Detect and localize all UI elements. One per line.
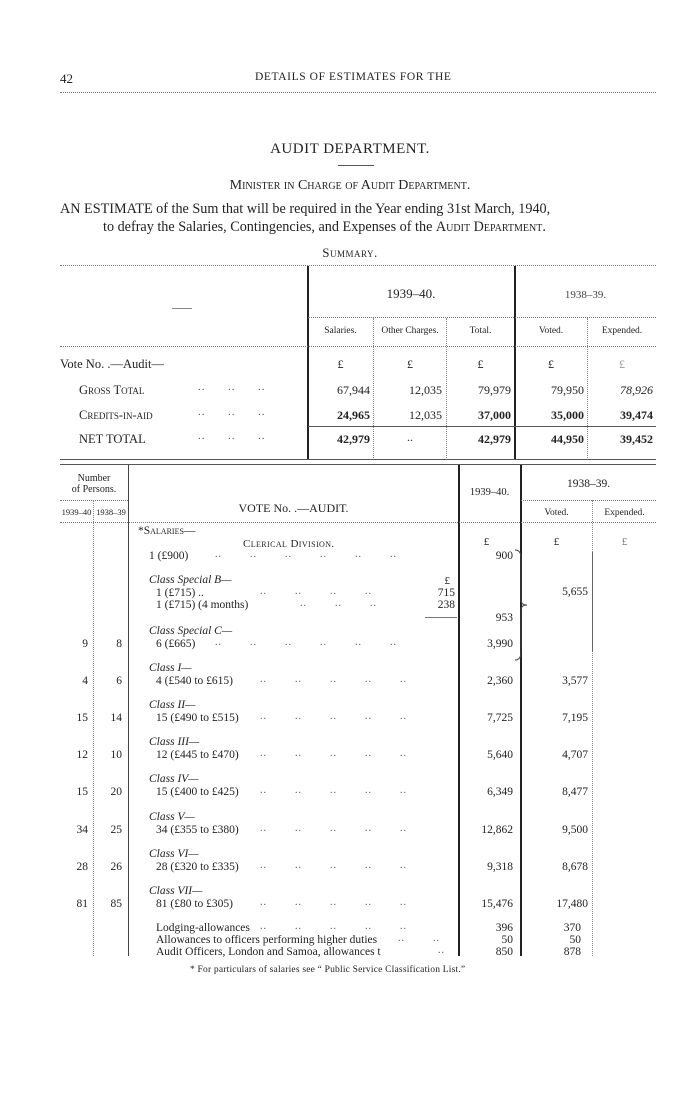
summary-currency-total: £ [477, 357, 484, 371]
summary-bottom-rule [60, 459, 656, 460]
summary-heading: Summary. [322, 245, 378, 260]
special-c-line: 6 (£665) [156, 638, 196, 650]
class-persons-1939: 4 [82, 675, 88, 687]
class-amount: 12,862 [481, 824, 513, 836]
footnote: * For particulars of salaries see “ Public Service Classification List.” [190, 965, 466, 975]
class-desc: 12 (£445 to £470) [156, 749, 239, 761]
class-amount: 2,360 [487, 675, 513, 687]
leader-dots: .. .. [398, 933, 440, 944]
class-heading: Class II— [149, 699, 196, 711]
summary-expended: 39,452 [620, 432, 653, 446]
summary-year-previous: 1938–39. [564, 289, 607, 301]
class-persons-1938: 20 [110, 786, 122, 798]
class-voted: 3,577 [562, 675, 588, 687]
header-rule [60, 92, 656, 93]
summary-total: 42,979 [478, 432, 511, 446]
leader-dots: .. .. .. [300, 598, 377, 609]
summary-salaries: 67,944 [337, 383, 370, 397]
class-amount: 9,318 [487, 861, 513, 873]
leader-dots: .. .. .. [198, 406, 266, 418]
summary-currency-expended: £ [619, 357, 625, 371]
class-desc: 15 (£490 to £515) [156, 712, 239, 724]
class-persons-1938: 25 [110, 824, 122, 836]
special-b-currency: £ [444, 575, 450, 587]
special-c-persons-1938: 8 [116, 638, 122, 650]
leader-dots: .. .. .. .. .. [260, 823, 407, 834]
title-rule [338, 165, 374, 166]
special-b-line-1: 1 (£715) .. [156, 587, 204, 599]
persons-heading-1: Number [77, 473, 111, 484]
summary-currency-other: £ [407, 357, 413, 371]
class-voted: 8,477 [562, 786, 588, 798]
allowance-label: Allowances to officers performing higher duties [156, 934, 378, 946]
leader-dots: .. .. .. .. .. [260, 897, 407, 908]
running-title: DETAILS OF ESTIMATES FOR THE [255, 71, 452, 83]
class-persons-1939: 81 [76, 898, 88, 910]
summary-col-salaries: Salaries. [324, 326, 357, 336]
class-heading: Class I— [149, 662, 192, 674]
summary-voted: 35,000 [551, 408, 584, 422]
leader-dots: .. .. .. [198, 430, 266, 442]
class-desc: 34 (£355 to £380) [156, 824, 239, 836]
class-persons-1938: 10 [110, 749, 122, 761]
class-persons-1939: 28 [76, 861, 88, 873]
persons-heading-rule [60, 500, 128, 501]
leader-dots: .. .. .. [198, 381, 266, 393]
currency-expended: £ [621, 536, 628, 548]
class-heading: Class III— [149, 736, 200, 748]
leader-dots: .. .. .. .. [260, 586, 372, 597]
class-persons-1938: 26 [110, 861, 122, 873]
item-900-amount: 900 [495, 550, 513, 562]
persons-heading-2: of Persons. [71, 484, 117, 495]
special-b-total: 953 [495, 612, 513, 624]
summary-net-rule [308, 426, 656, 427]
vote-heading: VOTE No. .—AUDIT. [238, 501, 349, 515]
detail-year-current: 1939–40. [469, 487, 510, 498]
department-title: AUDIT DEPARTMENT. [270, 141, 430, 157]
class-heading: Class VII— [149, 885, 203, 897]
leader-dots: .. .. .. .. .. [260, 748, 407, 759]
summary-vote-label: Vote No. .—Audit— [60, 357, 164, 371]
summary-header-rule [60, 346, 656, 347]
class-persons-1939: 15 [76, 786, 88, 798]
class-desc: 81 (£80 to £305) [156, 898, 233, 910]
class-persons-1938: 85 [110, 898, 122, 910]
summary-salaries: 24,965 [337, 408, 370, 422]
leader-dots: .. .. .. .. .. [260, 711, 407, 722]
expended-brace [592, 552, 593, 652]
allowance-voted: 370 [563, 922, 581, 934]
detail-header-rule [60, 522, 656, 523]
special-c-persons-1939: 9 [82, 638, 88, 650]
summary-expended: 78,926 [620, 383, 653, 397]
summary-total: 79,979 [478, 383, 511, 397]
detail-vline-persons [93, 500, 94, 956]
summary-row-label: NET TOTAL [79, 432, 146, 446]
leader-dots: .. .. .. .. .. [260, 921, 407, 932]
summary-col-voted: Voted. [538, 326, 564, 336]
salaries-heading: *Salaries— [138, 525, 196, 537]
summary-total: 37,000 [478, 408, 511, 422]
class-heading: Class IV— [149, 773, 199, 785]
detail-top-rule [60, 464, 656, 465]
allowance-amount: 396 [495, 922, 513, 934]
detail-vline-left [128, 465, 129, 956]
estimate-line-2 [103, 219, 546, 236]
summary-expended: 39,474 [620, 408, 653, 422]
special-b-voted: 5,655 [562, 586, 588, 598]
clerical-heading: Clerical Division. [243, 538, 335, 550]
leader-dots: .. [438, 945, 445, 956]
estimate-line-2-text: to defray the Salaries, Contingencies, and Expenses of the [103, 219, 436, 235]
class-amount: 5,640 [487, 749, 513, 761]
summary-currency-voted: £ [548, 357, 554, 371]
special-b-heading: Class Special B— [149, 574, 232, 586]
voted-brace [514, 548, 530, 662]
allowance-amount: 850 [495, 946, 513, 958]
class-amount: 15,476 [481, 898, 513, 910]
class-voted: 8,678 [562, 861, 588, 873]
class-persons-1939: 12 [76, 749, 88, 761]
persons-col-1939: 1939–40 [61, 507, 92, 517]
summary-currency-salaries: £ [337, 357, 344, 371]
class-voted: 7,195 [562, 712, 588, 724]
summary-year-current: 1939–40. [386, 286, 436, 301]
class-persons-1939: 34 [76, 824, 88, 836]
class-heading: Class VI— [149, 848, 199, 860]
summary-row-label: Credits-in-aid [79, 408, 153, 422]
special-b-line-2-amount: 238 [437, 599, 455, 611]
allowance-voted: 878 [563, 946, 581, 958]
leader-dots: .. .. .. .. .. [260, 674, 407, 685]
leader-dots: .. .. .. .. .. .. [215, 637, 397, 648]
special-b-line-1-amount: 715 [437, 587, 455, 599]
page-number: 42 [60, 71, 73, 86]
currency-voted: £ [553, 536, 560, 548]
detail-year-rule [521, 500, 656, 501]
allowance-label: Lodging-allowances [156, 922, 250, 934]
summary-other: 12,035 [409, 408, 442, 422]
class-amount: 7,725 [487, 712, 513, 724]
minister-line: Minister in Charge of Audit Department. [229, 178, 471, 193]
summary-top-rule [60, 265, 656, 266]
leader-dots: .. .. .. .. .. .. [215, 549, 397, 560]
summary-col-total: Total. [469, 326, 492, 336]
detail-col-voted: Voted. [544, 508, 569, 518]
summary-salaries: 42,979 [337, 432, 370, 446]
class-desc: 4 (£540 to £615) [156, 675, 233, 687]
class-desc: 28 (£320 to £335) [156, 861, 239, 873]
item-900: 1 (£900) [149, 550, 189, 562]
class-persons-1939: 15 [76, 712, 88, 724]
class-desc: 15 (£400 to £425) [156, 786, 239, 798]
class-voted: 4,707 [562, 749, 588, 761]
class-voted: 9,500 [562, 824, 588, 836]
summary-col-other: Other Charges. [381, 326, 439, 336]
leader-dots: .. .. .. .. .. [260, 785, 407, 796]
summary-row-label: Gross Total [79, 383, 145, 397]
summary-voted: 79,950 [551, 383, 584, 397]
summary-other: 12,035 [409, 383, 442, 397]
class-heading: Class V— [149, 811, 195, 823]
summary-other: .. [407, 430, 413, 444]
class-voted: 17,480 [556, 898, 588, 910]
estimate-line-2-dept: Audit Department. [435, 219, 546, 235]
persons-col-1938: 1938–39 [96, 507, 126, 517]
summary-year-rule [308, 317, 656, 318]
estimate-line-1: AN ESTIMATE of the Sum that will be required in the Year ending 31st March, 1940, [60, 201, 551, 217]
special-c-amount: 3,990 [487, 638, 513, 650]
special-b-sum-rule [425, 617, 457, 618]
summary-col-expended: Expended. [601, 326, 643, 336]
class-persons-1938: 14 [110, 712, 122, 724]
summary-dash [172, 308, 192, 309]
special-c-heading: Class Special C— [149, 625, 233, 637]
summary-voted: 44,950 [551, 432, 584, 446]
detail-col-expended: Expended. [604, 508, 645, 518]
special-b-line-2: 1 (£715) (4 months) [156, 599, 249, 611]
currency-amount: £ [483, 536, 490, 548]
allowance-label: Audit Officers, London and Samoa, allowances t [156, 946, 381, 958]
detail-year-previous: 1938–39. [566, 478, 611, 490]
class-persons-1938: 6 [116, 675, 122, 687]
allowance-voted: 50 [569, 934, 581, 946]
leader-dots: .. .. .. .. .. [260, 860, 407, 871]
class-amount: 6,349 [487, 786, 513, 798]
allowance-amount: 50 [501, 934, 513, 946]
